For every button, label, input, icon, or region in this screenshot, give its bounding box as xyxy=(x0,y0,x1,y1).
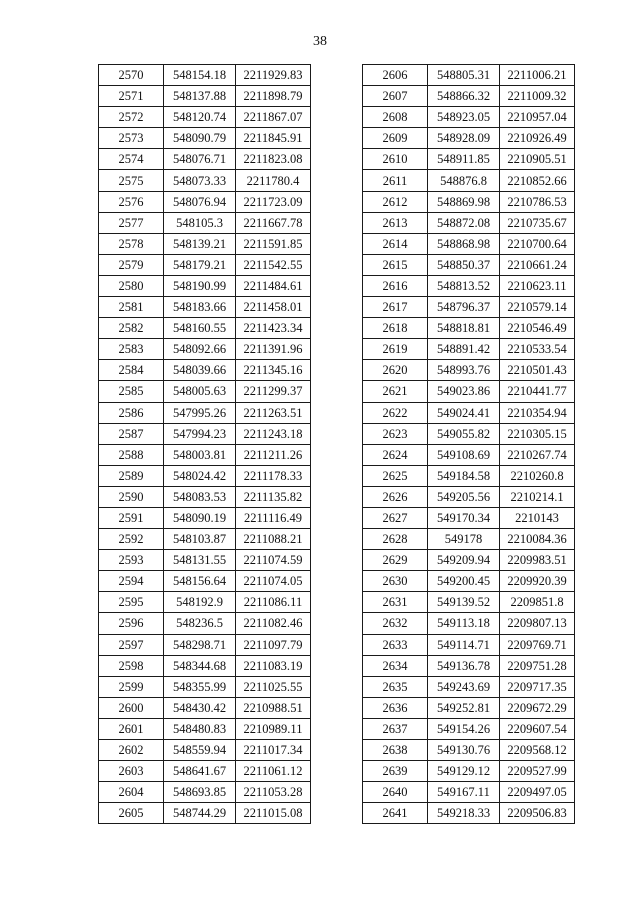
table-row xyxy=(363,107,575,128)
table-row xyxy=(99,360,311,381)
table-row xyxy=(99,803,311,824)
x-coordinate-cell: 548190.99 xyxy=(164,275,236,296)
y-coordinate-cell: 2210084.36 xyxy=(500,529,575,550)
table-row xyxy=(99,740,311,761)
x-coordinate-cell: 548092.66 xyxy=(164,339,236,360)
x-coordinate-cell: 549024.41 xyxy=(428,402,500,423)
point-number-cell: 2637 xyxy=(363,718,428,739)
point-number-cell: 2624 xyxy=(363,444,428,465)
table-row xyxy=(363,170,575,191)
y-coordinate-cell: 2210214.1 xyxy=(500,486,575,507)
y-coordinate-cell: 2211391.96 xyxy=(236,339,311,360)
x-coordinate-cell: 548139.21 xyxy=(164,233,236,254)
x-coordinate-cell: 548744.29 xyxy=(164,803,236,824)
point-number-cell: 2613 xyxy=(363,212,428,233)
y-coordinate-cell: 2211082.46 xyxy=(236,613,311,634)
table-row xyxy=(363,529,575,550)
table-row xyxy=(363,486,575,507)
x-coordinate-cell: 548818.81 xyxy=(428,318,500,339)
x-coordinate-cell: 549136.78 xyxy=(428,655,500,676)
point-number-cell: 2625 xyxy=(363,465,428,486)
point-number-cell: 2610 xyxy=(363,149,428,170)
table-row xyxy=(99,634,311,655)
y-coordinate-cell: 2211667.78 xyxy=(236,212,311,233)
y-coordinate-cell: 2211086.11 xyxy=(236,592,311,613)
table-row xyxy=(363,697,575,718)
y-coordinate-cell: 2210852.66 xyxy=(500,170,575,191)
point-number-cell: 2585 xyxy=(99,381,164,402)
y-coordinate-cell: 2210735.67 xyxy=(500,212,575,233)
point-number-cell: 2627 xyxy=(363,507,428,528)
table-row xyxy=(363,444,575,465)
point-number-cell: 2578 xyxy=(99,233,164,254)
point-number-cell: 2570 xyxy=(99,65,164,86)
point-number-cell: 2592 xyxy=(99,529,164,550)
y-coordinate-cell: 2209807.13 xyxy=(500,613,575,634)
table-row xyxy=(363,233,575,254)
x-coordinate-cell: 548993.76 xyxy=(428,360,500,381)
x-coordinate-cell: 548156.64 xyxy=(164,571,236,592)
table-row xyxy=(363,149,575,170)
x-coordinate-cell: 548641.67 xyxy=(164,761,236,782)
x-coordinate-cell: 549200.45 xyxy=(428,571,500,592)
point-number-cell: 2611 xyxy=(363,170,428,191)
point-number-cell: 2581 xyxy=(99,297,164,318)
y-coordinate-cell: 2211061.12 xyxy=(236,761,311,782)
point-number-cell: 2618 xyxy=(363,318,428,339)
x-coordinate-cell: 548876.8 xyxy=(428,170,500,191)
y-coordinate-cell: 2211458.01 xyxy=(236,297,311,318)
table-row xyxy=(363,465,575,486)
x-coordinate-cell: 548103.87 xyxy=(164,529,236,550)
point-number-cell: 2608 xyxy=(363,107,428,128)
x-coordinate-cell: 548005.63 xyxy=(164,381,236,402)
y-coordinate-cell: 2209506.83 xyxy=(500,803,575,824)
point-number-cell: 2632 xyxy=(363,613,428,634)
point-number-cell: 2609 xyxy=(363,128,428,149)
y-coordinate-cell: 2209607.54 xyxy=(500,718,575,739)
x-coordinate-cell: 549252.81 xyxy=(428,697,500,718)
y-coordinate-cell: 2211074.59 xyxy=(236,550,311,571)
x-coordinate-cell: 548850.37 xyxy=(428,254,500,275)
x-coordinate-cell: 548480.83 xyxy=(164,718,236,739)
point-number-cell: 2577 xyxy=(99,212,164,233)
point-number-cell: 2594 xyxy=(99,571,164,592)
point-number-cell: 2606 xyxy=(363,65,428,86)
point-number-cell: 2616 xyxy=(363,275,428,296)
table-row xyxy=(99,381,311,402)
y-coordinate-cell: 2209527.99 xyxy=(500,761,575,782)
x-coordinate-cell: 549139.52 xyxy=(428,592,500,613)
table-row xyxy=(363,254,575,275)
y-coordinate-cell: 2210957.04 xyxy=(500,107,575,128)
point-number-cell: 2582 xyxy=(99,318,164,339)
point-number-cell: 2630 xyxy=(363,571,428,592)
point-number-cell: 2636 xyxy=(363,697,428,718)
x-coordinate-cell: 548872.08 xyxy=(428,212,500,233)
point-number-cell: 2580 xyxy=(99,275,164,296)
y-coordinate-cell: 2211723.09 xyxy=(236,191,311,212)
x-coordinate-cell: 549130.76 xyxy=(428,740,500,761)
point-number-cell: 2605 xyxy=(99,803,164,824)
point-number-cell: 2641 xyxy=(363,803,428,824)
point-number-cell: 2640 xyxy=(363,782,428,803)
x-coordinate-cell: 548183.66 xyxy=(164,297,236,318)
point-number-cell: 2600 xyxy=(99,697,164,718)
table-row xyxy=(99,676,311,697)
x-coordinate-cell: 549243.69 xyxy=(428,676,500,697)
y-coordinate-cell: 2211074.05 xyxy=(236,571,311,592)
y-coordinate-cell: 2211083.19 xyxy=(236,655,311,676)
table-row xyxy=(99,65,311,86)
table-row xyxy=(99,191,311,212)
point-number-cell: 2584 xyxy=(99,360,164,381)
x-coordinate-cell: 548083.53 xyxy=(164,486,236,507)
point-number-cell: 2586 xyxy=(99,402,164,423)
table-row xyxy=(99,592,311,613)
table-row xyxy=(363,761,575,782)
point-number-cell: 2638 xyxy=(363,740,428,761)
y-coordinate-cell: 2211591.85 xyxy=(236,233,311,254)
y-coordinate-cell: 2211006.21 xyxy=(500,65,575,86)
table-row xyxy=(99,86,311,107)
point-number-cell: 2628 xyxy=(363,529,428,550)
x-coordinate-cell: 548805.31 xyxy=(428,65,500,86)
point-number-cell: 2639 xyxy=(363,761,428,782)
point-number-cell: 2631 xyxy=(363,592,428,613)
point-number-cell: 2597 xyxy=(99,634,164,655)
table-row xyxy=(99,107,311,128)
table-row xyxy=(99,275,311,296)
x-coordinate-cell: 548090.19 xyxy=(164,507,236,528)
x-coordinate-cell: 549129.12 xyxy=(428,761,500,782)
y-coordinate-cell: 2210926.49 xyxy=(500,128,575,149)
table-row xyxy=(363,402,575,423)
y-coordinate-cell: 2211088.21 xyxy=(236,529,311,550)
table-row xyxy=(363,803,575,824)
table-row xyxy=(363,718,575,739)
table-body xyxy=(99,65,311,824)
x-coordinate-cell: 548869.98 xyxy=(428,191,500,212)
x-coordinate-cell: 548813.52 xyxy=(428,275,500,296)
point-number-cell: 2595 xyxy=(99,592,164,613)
point-number-cell: 2579 xyxy=(99,254,164,275)
y-coordinate-cell: 2210501.43 xyxy=(500,360,575,381)
x-coordinate-cell: 548131.55 xyxy=(164,550,236,571)
y-coordinate-cell: 2211009.32 xyxy=(500,86,575,107)
table-row xyxy=(363,381,575,402)
y-coordinate-cell: 2210260.8 xyxy=(500,465,575,486)
y-coordinate-cell: 2211017.34 xyxy=(236,740,311,761)
table-row xyxy=(99,655,311,676)
y-coordinate-cell: 2211898.79 xyxy=(236,86,311,107)
x-coordinate-cell: 548120.74 xyxy=(164,107,236,128)
y-coordinate-cell: 2211484.61 xyxy=(236,275,311,296)
y-coordinate-cell: 2211053.28 xyxy=(236,782,311,803)
table-row xyxy=(363,297,575,318)
table-row xyxy=(363,571,575,592)
x-coordinate-cell: 548430.42 xyxy=(164,697,236,718)
point-number-cell: 2622 xyxy=(363,402,428,423)
table-row xyxy=(363,592,575,613)
table-row xyxy=(363,655,575,676)
table-row xyxy=(99,339,311,360)
point-number-cell: 2621 xyxy=(363,381,428,402)
point-number-cell: 2619 xyxy=(363,339,428,360)
y-coordinate-cell: 2210354.94 xyxy=(500,402,575,423)
point-number-cell: 2617 xyxy=(363,297,428,318)
x-coordinate-cell: 548137.88 xyxy=(164,86,236,107)
y-coordinate-cell: 2210267.74 xyxy=(500,444,575,465)
point-number-cell: 2635 xyxy=(363,676,428,697)
y-coordinate-cell: 2210305.15 xyxy=(500,423,575,444)
point-number-cell: 2574 xyxy=(99,149,164,170)
y-coordinate-cell: 2211780.4 xyxy=(236,170,311,191)
y-coordinate-cell: 2210441.77 xyxy=(500,381,575,402)
table-row xyxy=(99,465,311,486)
table-row xyxy=(363,634,575,655)
x-coordinate-cell: 549205.56 xyxy=(428,486,500,507)
point-number-cell: 2601 xyxy=(99,718,164,739)
table-row xyxy=(99,318,311,339)
x-coordinate-cell: 548891.42 xyxy=(428,339,500,360)
point-number-cell: 2614 xyxy=(363,233,428,254)
table-row xyxy=(99,212,311,233)
x-coordinate-cell: 549218.33 xyxy=(428,803,500,824)
page-number: 38 xyxy=(313,34,327,49)
table-row xyxy=(363,318,575,339)
table-row xyxy=(363,550,575,571)
table-row xyxy=(363,676,575,697)
x-coordinate-cell: 548868.98 xyxy=(428,233,500,254)
point-number-cell: 2587 xyxy=(99,423,164,444)
y-coordinate-cell: 2211823.08 xyxy=(236,149,311,170)
y-coordinate-cell: 2211025.55 xyxy=(236,676,311,697)
y-coordinate-cell: 2210143 xyxy=(500,507,575,528)
y-coordinate-cell: 2210905.51 xyxy=(500,149,575,170)
point-number-cell: 2583 xyxy=(99,339,164,360)
x-coordinate-cell: 548693.85 xyxy=(164,782,236,803)
point-number-cell: 2575 xyxy=(99,170,164,191)
point-number-cell: 2612 xyxy=(363,191,428,212)
table-row xyxy=(99,782,311,803)
table-row xyxy=(99,486,311,507)
x-coordinate-cell: 548559.94 xyxy=(164,740,236,761)
table-row xyxy=(363,613,575,634)
x-coordinate-cell: 549113.18 xyxy=(428,613,500,634)
point-number-cell: 2623 xyxy=(363,423,428,444)
y-coordinate-cell: 2211135.82 xyxy=(236,486,311,507)
x-coordinate-cell: 548179.21 xyxy=(164,254,236,275)
point-number-cell: 2626 xyxy=(363,486,428,507)
table-row xyxy=(99,402,311,423)
point-number-cell: 2576 xyxy=(99,191,164,212)
table-row xyxy=(99,571,311,592)
point-number-cell: 2607 xyxy=(363,86,428,107)
table-row xyxy=(99,149,311,170)
y-coordinate-cell: 2211243.18 xyxy=(236,423,311,444)
table-row xyxy=(99,254,311,275)
point-number-cell: 2573 xyxy=(99,128,164,149)
x-coordinate-cell: 549209.94 xyxy=(428,550,500,571)
table-row xyxy=(99,507,311,528)
x-coordinate-cell: 548344.68 xyxy=(164,655,236,676)
y-coordinate-cell: 2211867.07 xyxy=(236,107,311,128)
x-coordinate-cell: 549108.69 xyxy=(428,444,500,465)
point-number-cell: 2591 xyxy=(99,507,164,528)
y-coordinate-cell: 2210579.14 xyxy=(500,297,575,318)
table-row xyxy=(363,782,575,803)
x-coordinate-cell: 549023.86 xyxy=(428,381,500,402)
y-coordinate-cell: 2211929.83 xyxy=(236,65,311,86)
point-number-cell: 2633 xyxy=(363,634,428,655)
table-row xyxy=(363,86,575,107)
x-coordinate-cell: 547994.23 xyxy=(164,423,236,444)
table-row xyxy=(99,613,311,634)
table-row xyxy=(99,297,311,318)
y-coordinate-cell: 2210786.53 xyxy=(500,191,575,212)
x-coordinate-cell: 549154.26 xyxy=(428,718,500,739)
y-coordinate-cell: 2211178.33 xyxy=(236,465,311,486)
x-coordinate-cell: 548003.81 xyxy=(164,444,236,465)
table-row xyxy=(99,550,311,571)
y-coordinate-cell: 2211116.49 xyxy=(236,507,311,528)
y-coordinate-cell: 2209568.12 xyxy=(500,740,575,761)
x-coordinate-cell: 549178 xyxy=(428,529,500,550)
x-coordinate-cell: 549184.58 xyxy=(428,465,500,486)
x-coordinate-cell: 548298.71 xyxy=(164,634,236,655)
table-row xyxy=(363,507,575,528)
point-number-cell: 2593 xyxy=(99,550,164,571)
y-coordinate-cell: 2210661.24 xyxy=(500,254,575,275)
table-row xyxy=(363,275,575,296)
y-coordinate-cell: 2209769.71 xyxy=(500,634,575,655)
y-coordinate-cell: 2209983.51 xyxy=(500,550,575,571)
table-row xyxy=(99,170,311,191)
y-coordinate-cell: 2211423.34 xyxy=(236,318,311,339)
point-number-cell: 2620 xyxy=(363,360,428,381)
point-number-cell: 2629 xyxy=(363,550,428,571)
y-coordinate-cell: 2211299.37 xyxy=(236,381,311,402)
point-number-cell: 2598 xyxy=(99,655,164,676)
table-row xyxy=(363,339,575,360)
x-coordinate-cell: 548076.71 xyxy=(164,149,236,170)
x-coordinate-cell: 548090.79 xyxy=(164,128,236,149)
table-row xyxy=(99,444,311,465)
table-row xyxy=(363,191,575,212)
point-number-cell: 2603 xyxy=(99,761,164,782)
y-coordinate-cell: 2209751.28 xyxy=(500,655,575,676)
y-coordinate-cell: 2209851.8 xyxy=(500,592,575,613)
table-body xyxy=(363,65,575,824)
y-coordinate-cell: 2211845.91 xyxy=(236,128,311,149)
y-coordinate-cell: 2210700.64 xyxy=(500,233,575,254)
x-coordinate-cell: 548911.85 xyxy=(428,149,500,170)
x-coordinate-cell: 548076.94 xyxy=(164,191,236,212)
x-coordinate-cell: 548105.3 xyxy=(164,212,236,233)
x-coordinate-cell: 547995.26 xyxy=(164,402,236,423)
y-coordinate-cell: 2209920.39 xyxy=(500,571,575,592)
x-coordinate-cell: 549167.11 xyxy=(428,782,500,803)
table-row xyxy=(363,360,575,381)
y-coordinate-cell: 2209497.05 xyxy=(500,782,575,803)
y-coordinate-cell: 2211345.16 xyxy=(236,360,311,381)
y-coordinate-cell: 2209672.29 xyxy=(500,697,575,718)
table-row xyxy=(363,65,575,86)
table-row xyxy=(99,423,311,444)
x-coordinate-cell: 549114.71 xyxy=(428,634,500,655)
x-coordinate-cell: 549055.82 xyxy=(428,423,500,444)
point-number-cell: 2571 xyxy=(99,86,164,107)
table-row xyxy=(363,212,575,233)
point-number-cell: 2604 xyxy=(99,782,164,803)
table-row xyxy=(99,718,311,739)
point-number-cell: 2602 xyxy=(99,740,164,761)
coordinates-table-left xyxy=(98,64,311,824)
y-coordinate-cell: 2210988.51 xyxy=(236,697,311,718)
x-coordinate-cell: 548039.66 xyxy=(164,360,236,381)
y-coordinate-cell: 2210989.11 xyxy=(236,718,311,739)
x-coordinate-cell: 548928.09 xyxy=(428,128,500,149)
y-coordinate-cell: 2209717.35 xyxy=(500,676,575,697)
point-number-cell: 2615 xyxy=(363,254,428,275)
point-number-cell: 2596 xyxy=(99,613,164,634)
table-row xyxy=(99,697,311,718)
point-number-cell: 2599 xyxy=(99,676,164,697)
x-coordinate-cell: 548160.55 xyxy=(164,318,236,339)
y-coordinate-cell: 2211542.55 xyxy=(236,254,311,275)
x-coordinate-cell: 548796.37 xyxy=(428,297,500,318)
y-coordinate-cell: 2211211.26 xyxy=(236,444,311,465)
x-coordinate-cell: 548866.32 xyxy=(428,86,500,107)
x-coordinate-cell: 548192.9 xyxy=(164,592,236,613)
y-coordinate-cell: 2211263.51 xyxy=(236,402,311,423)
y-coordinate-cell: 2210546.49 xyxy=(500,318,575,339)
point-number-cell: 2572 xyxy=(99,107,164,128)
x-coordinate-cell: 549170.34 xyxy=(428,507,500,528)
y-coordinate-cell: 2211097.79 xyxy=(236,634,311,655)
point-number-cell: 2590 xyxy=(99,486,164,507)
x-coordinate-cell: 548236.5 xyxy=(164,613,236,634)
x-coordinate-cell: 548923.05 xyxy=(428,107,500,128)
x-coordinate-cell: 548024.42 xyxy=(164,465,236,486)
table-row xyxy=(363,128,575,149)
point-number-cell: 2589 xyxy=(99,465,164,486)
y-coordinate-cell: 2210623.11 xyxy=(500,275,575,296)
point-number-cell: 2588 xyxy=(99,444,164,465)
point-number-cell: 2634 xyxy=(363,655,428,676)
table-row xyxy=(99,128,311,149)
x-coordinate-cell: 548355.99 xyxy=(164,676,236,697)
x-coordinate-cell: 548154.18 xyxy=(164,65,236,86)
coordinates-table-right xyxy=(362,64,575,824)
table-row xyxy=(363,423,575,444)
table-row xyxy=(99,761,311,782)
y-coordinate-cell: 2210533.54 xyxy=(500,339,575,360)
y-coordinate-cell: 2211015.08 xyxy=(236,803,311,824)
x-coordinate-cell: 548073.33 xyxy=(164,170,236,191)
table-row xyxy=(99,529,311,550)
table-row xyxy=(363,740,575,761)
table-row xyxy=(99,233,311,254)
